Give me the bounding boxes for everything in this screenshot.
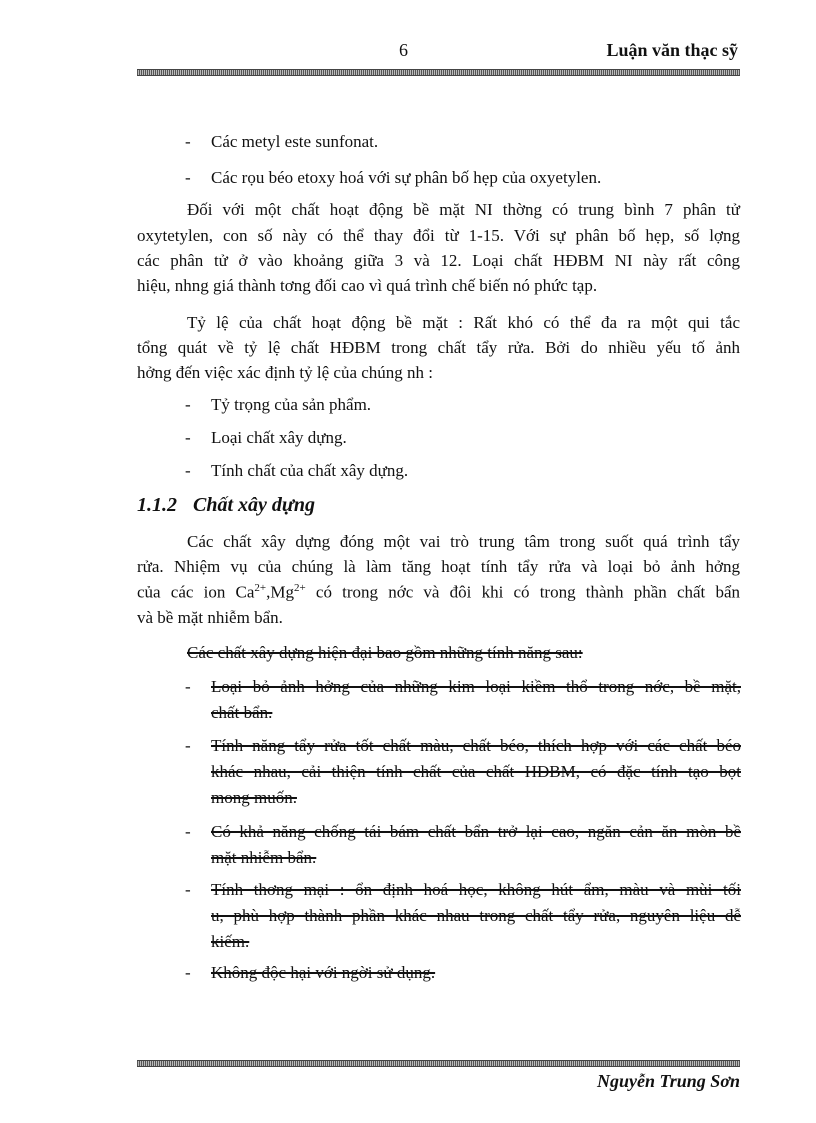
bullet-dash: - <box>185 395 191 414</box>
page-header <box>137 38 740 66</box>
footer-rule <box>137 1060 740 1067</box>
struck-bullet-text <box>211 880 741 958</box>
page-number: 6 <box>399 40 408 60</box>
bullet-dash: - <box>185 168 191 187</box>
struck-line: kiếm. <box>211 932 250 951</box>
ion-text: của các ion Ca <box>137 582 255 602</box>
paragraph-line: hởng đến việc xác định tỷ lệ của chúng nh : <box>137 363 434 382</box>
struck-intro: Các chất xây dựng hiện đại bao gồm những tính năng sau: <box>187 643 583 662</box>
bullet-item <box>137 132 740 156</box>
paragraph-line: Các chất xây dựng đóng một vai trò trung tâm trong suốt quá trình tẩy <box>187 532 740 551</box>
struck-bullet-text <box>211 677 741 729</box>
bullet-dash: - <box>185 132 191 151</box>
struck-line: chất bẩn. <box>211 703 273 722</box>
paragraph-line: oxytetylen, con số này có thể thay đổi từ 1-15. Với sự phân bố hẹp, số lợng <box>137 226 740 245</box>
struck-line: mong muốn. <box>211 788 297 807</box>
footer-author: Nguyễn Trung Sơn <box>596 1071 740 1091</box>
struck-line: Tính năng tẩy rửa tốt chất màu, chất béo, thích hợp với các chất béo <box>211 736 741 755</box>
struck-bullet-text <box>211 736 741 814</box>
bullet-dash: - <box>185 461 191 480</box>
struck-line: khác nhau, cải thiện tính chất của chất HĐBM, có đặc tính tạo bọt <box>211 762 741 781</box>
paragraph-line: rửa. Nhiệm vụ của chúng là làm tăng hoạt tính tẩy rửa và loại bỏ ảnh hởng <box>137 557 740 576</box>
paragraph-line: tổng quát về tỷ lệ chất HĐBM trong chất tẩy rửa. Bởi do nhiều yếu tố ảnh <box>137 338 740 357</box>
bullet-dash: - <box>185 736 191 755</box>
bullet-item <box>137 428 740 452</box>
bullet-dash: - <box>185 880 191 899</box>
bullet-item <box>137 461 740 485</box>
ion-charge: 2+ <box>294 582 306 594</box>
ion-text: có trong nớc và đôi khi có trong thành phần chất bẩn <box>305 582 741 602</box>
paragraph-line: các phân tử ở vào khoảng giữa 3 và 12. Loại chất HĐBM NI này rất công <box>137 251 740 270</box>
paragraph-line: Đối với một chất hoạt động bề mặt NI thờng có trung bình 7 phân tử <box>187 200 740 219</box>
struck-line: mặt nhiễm bẩn. <box>211 848 317 867</box>
bullet-dash: - <box>185 428 191 447</box>
section-heading <box>137 494 315 517</box>
paragraph-line-ions <box>137 582 740 603</box>
bullet-item <box>137 168 740 192</box>
bullet-item <box>137 395 740 419</box>
thesis-title: Luận văn thạc sỹ <box>606 40 738 60</box>
paragraph-line: và bề mặt nhiễm bẩn. <box>137 608 283 627</box>
bullet-text: Các rọu béo etoxy hoá với sự phân bố hẹp của oxyetylen. <box>211 168 602 187</box>
bullet-text: Các metyl este sunfonat. <box>211 132 379 151</box>
struck-line: u, phù hợp thành phần khác nhau trong chất tẩy rửa, nguyên liệu dễ <box>211 906 741 925</box>
section-title: Chất xây dựng <box>193 494 316 516</box>
struck-bullet-text <box>211 963 741 989</box>
header-rule <box>137 69 740 76</box>
bullet-text: Tính chất của chất xây dựng. <box>211 461 409 480</box>
struck-line: Loại bỏ ảnh hởng của những kim loại kiềm thổ trong nớc, bề mặt, <box>211 677 741 696</box>
struck-bullet-text <box>211 822 741 874</box>
bullet-dash: - <box>185 677 191 696</box>
ion-charge: 2+ <box>254 582 267 594</box>
struck-line: Có khả năng chống tái bám chất bẩn trở lại cao, ngăn cản ăn mòn bề <box>211 822 741 841</box>
bullet-dash: - <box>185 963 191 982</box>
bullet-text: Tỷ trọng của sản phẩm. <box>211 395 372 414</box>
bullet-text: Loại chất xây dựng. <box>211 428 347 447</box>
struck-line: Tính thơng mại : ổn định hoá học, không hút ẩm, màu và mùi tối <box>211 880 741 899</box>
paragraph-line: hiệu, nhng giá thành tơng đối cao vì quá trình chế biến nó phức tạp. <box>137 276 598 295</box>
struck-line: Không độc hại với ngời sử dụng. <box>211 963 436 982</box>
section-number: 1.1.2 <box>137 494 177 516</box>
ion-text: ,Mg <box>266 582 294 602</box>
bullet-dash: - <box>185 822 191 841</box>
paragraph-line: Tỷ lệ của chất hoạt động bề mặt : Rất khó có thể đa ra một qui tắc <box>187 313 740 332</box>
